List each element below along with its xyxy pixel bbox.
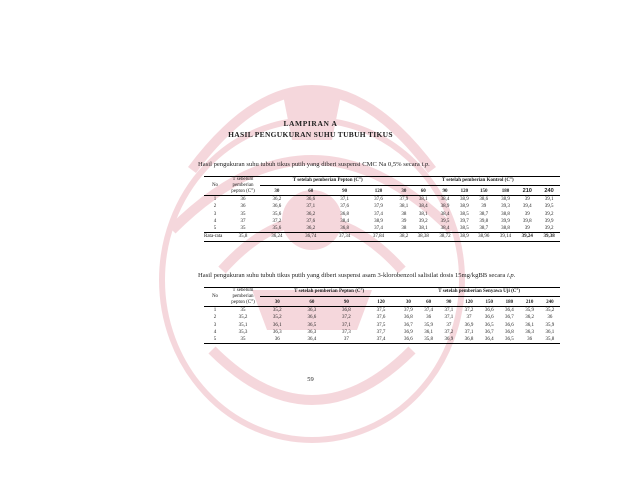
temperature-cell: 36,8 — [464, 337, 474, 343]
table1-mean-cell: 38,2 — [399, 234, 409, 240]
table-row — [204, 196, 560, 204]
table1-caption-route: i.p. — [421, 161, 430, 168]
temperature-cell: 35,2 — [272, 315, 282, 321]
temperature-cell: 39,4 — [522, 204, 532, 210]
temperature-cell: 36,5 — [307, 322, 317, 328]
table1-time: 150 — [479, 188, 488, 194]
table1-mean-cell: 35,8 — [238, 234, 248, 240]
table1-header-before: T sebelum pemberian pepton (C°) — [231, 177, 255, 194]
temperature-cell: 36,7 — [505, 315, 514, 321]
temperature-cell: 37,6 — [374, 197, 383, 202]
row-number: 1 — [213, 197, 217, 202]
temperature-cell: 36,6 — [484, 308, 494, 313]
temperature-cell: 38,9 — [501, 197, 510, 202]
temperature-cell: 38,7 — [479, 226, 489, 232]
row-number: 2 — [213, 204, 217, 210]
table2-time: 60 — [426, 299, 432, 305]
row-number: 5 — [213, 226, 217, 232]
temperature-cell: 36,1 — [272, 322, 282, 328]
temperature-cell: 36 — [426, 315, 432, 321]
temperature-cell: 37,2 — [272, 218, 282, 224]
table-row — [204, 225, 560, 233]
table2-caption-route: i.p. — [506, 272, 516, 279]
table1-mean-cell: 36,74 — [305, 234, 317, 240]
temperature-cell: 35,6 — [272, 211, 282, 217]
temperature-cell: 37,9 — [374, 204, 383, 210]
temperature-cell: 39 — [481, 204, 487, 210]
table1-mean-cell: 38,38 — [417, 234, 429, 240]
temperature-cell: 37,6 — [376, 315, 386, 321]
temperature-cell: 38,1 — [418, 211, 428, 217]
temperature-cell: 36,5 — [505, 337, 514, 343]
table2-time: 90 — [343, 299, 349, 305]
page-number: 59 — [307, 376, 314, 383]
temperature-cell: 36,3 — [525, 329, 534, 335]
temperature-cell: 38,8 — [501, 226, 510, 232]
temperature-cell: 35,8 — [424, 337, 433, 343]
table1-time: 90 — [342, 188, 348, 194]
temperature-cell: 36 — [547, 315, 553, 321]
temperature-cell: 38,4 — [440, 197, 450, 202]
row-number: 3 — [213, 211, 217, 217]
temperature-cell: 38,4 — [440, 226, 450, 232]
temperature-cell: 37 — [466, 315, 472, 321]
temperature-cell: 35 — [240, 308, 246, 313]
table2-time: 150 — [485, 299, 493, 305]
temperature-cell: 36,6 — [404, 337, 413, 343]
table1-mean-cell: 36,24 — [271, 234, 283, 240]
table2-time: 240 — [546, 299, 554, 305]
temperature-cell: 35 — [240, 211, 246, 217]
table1-time: 120 — [460, 188, 469, 194]
temperature-cell: 37 — [446, 322, 452, 328]
table1-mean-row — [204, 233, 560, 241]
table2-time: 30 — [274, 299, 280, 305]
table1-time: 120 — [374, 188, 383, 194]
temperature-cell: 38,4 — [440, 211, 450, 217]
temperature-cell: 35,9 — [424, 322, 433, 328]
table-row — [204, 314, 560, 321]
temperature-cell: 38,8 — [501, 211, 510, 217]
appendix-subtitle: HASIL PENGUKURAN SUHU TUBUH TIKUS — [228, 130, 393, 139]
temperature-cell: 36,9 — [444, 337, 454, 343]
temperature-cell: 38,9 — [460, 204, 469, 210]
temperature-cell: 37,1 — [342, 322, 351, 328]
table-row — [204, 307, 560, 315]
table2-header-pepton: T setelah pemberian Pepton (C°) — [260, 288, 398, 297]
table2-header-compound: T setelah pemberian Senyawa Uji (C°) — [398, 288, 560, 297]
temperature-cell: 36,2 — [525, 315, 534, 321]
temperature-cell: 37,4 — [424, 308, 433, 313]
temperature-cell: 36,9 — [464, 322, 474, 328]
table2-time: 120 — [465, 299, 473, 305]
table1-mean-cell: 39,24 — [521, 234, 533, 240]
table2-time: 30 — [405, 299, 411, 305]
temperature-cell: 39 — [524, 226, 530, 232]
table1-body — [204, 196, 560, 233]
temperature-cell: 36,6 — [505, 322, 514, 328]
temperature-cell: 36,1 — [545, 329, 555, 335]
table1-header-no: No — [211, 183, 219, 189]
table1-time: 30 — [401, 188, 407, 194]
temperature-cell: 38 — [401, 226, 407, 232]
table2-header-before: T sebelum pemberian pepton (C°) — [231, 288, 255, 305]
temperature-cell: 36,8 — [342, 308, 351, 313]
table1-header-control: T setelah pemberian Kontrol (C°) — [395, 177, 560, 186]
temperature-cell: 36,8 — [340, 211, 349, 217]
temperature-cell: 38,5 — [460, 226, 469, 232]
table2-caption-text: Hasil pengukuran suhu tubuh tikus putih yang diberi suspensi asam 3-klorobenzoil salisilat dosis 15mg/kgBB secara — [198, 272, 507, 279]
temperature-cell: 36,4 — [307, 337, 317, 343]
temperature-cell: 37,1 — [444, 308, 454, 313]
temperature-cell: 36,3 — [307, 329, 317, 335]
temperature-cell: 36 — [527, 337, 533, 343]
table2-time: 210 — [525, 299, 534, 305]
table2-time: 180 — [505, 299, 514, 305]
temperature-cell: 35,2 — [238, 315, 248, 321]
temperature-cell: 36,5 — [484, 322, 494, 328]
temperature-cell: 37,1 — [444, 315, 454, 321]
temperature-cell: 38,4 — [340, 218, 349, 224]
table2-caption — [198, 272, 515, 279]
temperature-cell: 37,7 — [376, 329, 386, 335]
table2-body — [204, 307, 560, 344]
table1-mean-cell: 39,14 — [499, 234, 512, 240]
temperature-cell: 39,8 — [479, 218, 489, 224]
table-row — [204, 218, 560, 225]
temperature-cell: 37,4 — [374, 226, 383, 232]
table1-cmc-control — [204, 176, 560, 242]
temperature-cell: 37,1 — [306, 204, 316, 210]
appendix-title: LAMPIRAN A — [283, 119, 338, 128]
temperature-cell: 38,9 — [460, 197, 469, 202]
temperature-cell: 36,4 — [484, 337, 494, 343]
temperature-cell: 36 — [240, 197, 246, 202]
temperature-cell: 39,9 — [544, 218, 554, 224]
temperature-cell: 37,2 — [464, 308, 474, 313]
temperature-cell: 36,2 — [272, 197, 282, 202]
temperature-cell: 37,4 — [376, 337, 386, 343]
temperature-cell: 38,5 — [460, 211, 469, 217]
temperature-cell: 39 — [524, 197, 530, 202]
temperature-cell: 35,3 — [238, 329, 248, 335]
temperature-cell: 38,4 — [418, 204, 428, 210]
table1-mean-label: Rata-rata — [204, 234, 223, 240]
row-number: 1 — [213, 308, 217, 313]
table2-time: 60 — [309, 299, 315, 305]
temperature-cell: 35,9 — [545, 322, 555, 328]
temperature-cell: 39 — [401, 218, 407, 224]
table2-time: 90 — [446, 299, 452, 305]
temperature-cell: 39 — [524, 211, 530, 217]
temperature-cell: 37,3 — [342, 329, 351, 335]
temperature-cell: 37,9 — [399, 197, 409, 202]
temperature-cell: 36,8 — [404, 315, 413, 321]
temperature-cell: 37 — [343, 337, 349, 343]
table1-mean-cell: 37,34 — [338, 234, 351, 240]
table1-mean-cell: 38,96 — [478, 234, 490, 240]
temperature-cell: 36,1 — [424, 329, 433, 335]
temperature-cell: 36,3 — [307, 308, 317, 313]
table1-time: 60 — [308, 188, 314, 194]
temperature-cell: 35,1 — [238, 322, 248, 328]
temperature-cell: 36,7 — [484, 329, 494, 335]
temperature-cell: 38,1 — [418, 197, 428, 202]
table-row — [204, 322, 560, 329]
university-seal-watermark — [132, 30, 492, 470]
temperature-cell: 37,1 — [464, 329, 474, 335]
temperature-cell: 39,5 — [440, 218, 450, 224]
table-row — [204, 329, 560, 336]
temperature-cell: 38,6 — [479, 197, 489, 202]
temperature-cell: 39,2 — [544, 211, 554, 217]
temperature-cell: 38,9 — [374, 218, 383, 224]
temperature-cell: 39,7 — [460, 218, 469, 224]
temperature-cell: 36,8 — [340, 226, 349, 232]
table2-header-no: No — [211, 294, 219, 300]
temperature-cell: 36,6 — [272, 204, 282, 210]
temperature-cell: 35,2 — [545, 308, 555, 313]
temperature-cell: 37,1 — [340, 197, 349, 202]
temperature-cell: 39,9 — [501, 218, 510, 224]
table1-mean-cell: 38,72 — [439, 234, 451, 240]
table1-time: 180 — [501, 188, 510, 194]
temperature-cell: 37,2 — [444, 329, 454, 335]
table-row — [204, 203, 560, 210]
table1-mean-cell: 39,38 — [543, 234, 555, 240]
temperature-cell: 36,7 — [404, 322, 413, 328]
temperature-cell: 36,2 — [306, 211, 316, 217]
row-number: 2 — [213, 315, 217, 321]
temperature-cell: 36 — [274, 337, 280, 343]
temperature-cell: 39,8 — [522, 218, 532, 224]
temperature-cell: 38,1 — [399, 204, 409, 210]
table2-test-compound — [204, 287, 560, 344]
temperature-cell: 36,6 — [484, 315, 494, 321]
temperature-cell: 39,1 — [544, 197, 554, 202]
temperature-cell: 36,3 — [272, 329, 282, 335]
temperature-cell: 36 — [240, 204, 246, 210]
table1-time: 30 — [274, 188, 280, 194]
table1-time: 60 — [420, 188, 426, 194]
table1-time: 210 — [522, 187, 532, 194]
temperature-cell: 36,6 — [306, 197, 316, 202]
row-number: 4 — [213, 329, 217, 335]
temperature-cell: 35,9 — [525, 308, 534, 313]
temperature-cell: 35,8 — [545, 337, 555, 343]
temperature-cell: 36,1 — [525, 322, 534, 328]
temperature-cell: 38 — [401, 211, 407, 217]
temperature-cell: 35,2 — [272, 308, 282, 313]
temperature-cell: 36,2 — [306, 226, 316, 232]
row-number: 5 — [213, 337, 217, 343]
table1-mean-cell: 37,84 — [372, 234, 385, 240]
temperature-cell: 39,2 — [544, 226, 554, 232]
table1-caption-text: Hasil pengukuran suhu tubuh tikus putih yang diberi suspensi CMC Na 0,5% secara — [198, 161, 422, 168]
temperature-cell: 36,6 — [307, 315, 317, 321]
table1-header-pepton: T setelah pemberian Pepton (C°) — [260, 177, 395, 186]
temperature-cell: 39,3 — [501, 204, 510, 210]
temperature-cell: 36,9 — [404, 329, 413, 335]
table1-time: 240 — [544, 187, 554, 194]
temperature-cell: 35 — [240, 226, 246, 232]
temperature-cell: 37,5 — [376, 308, 386, 313]
table2-time: 120 — [377, 299, 385, 305]
temperature-cell: 35,6 — [272, 226, 282, 232]
table1-mean-cell: 38,9 — [460, 234, 469, 240]
table-row — [204, 336, 560, 344]
temperature-cell: 38,9 — [440, 204, 450, 210]
temperature-cell: 37,5 — [376, 322, 386, 328]
temperature-cell: 39,5 — [544, 204, 554, 210]
table-row — [204, 211, 560, 218]
temperature-cell: 39,2 — [418, 218, 428, 224]
temperature-cell: 38,7 — [479, 211, 489, 217]
table1-caption — [198, 161, 430, 168]
temperature-cell: 37,4 — [374, 211, 383, 217]
temperature-cell: 37,6 — [340, 204, 349, 210]
temperature-cell: 38,1 — [418, 226, 428, 232]
temperature-cell: 37 — [240, 218, 246, 224]
table1-time: 90 — [442, 188, 448, 194]
temperature-cell: 37,6 — [306, 218, 316, 224]
row-number: 3 — [213, 322, 217, 328]
temperature-cell: 37,9 — [404, 308, 413, 313]
temperature-cell: 37,2 — [342, 315, 351, 321]
temperature-cell: 36,8 — [505, 329, 514, 335]
row-number: 4 — [213, 218, 217, 224]
temperature-cell: 36,4 — [505, 308, 514, 313]
temperature-cell: 35 — [240, 337, 246, 343]
